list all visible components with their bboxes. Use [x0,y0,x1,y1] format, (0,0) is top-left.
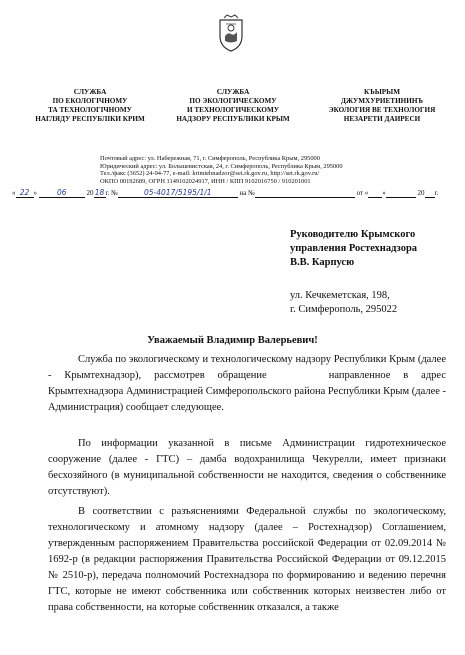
contact-line: Юридический адрес: ул. Большевистская, 24, г. Симферополь, Республика Крым, 295000 [100,162,343,170]
addressee-address [290,289,397,317]
agency-line: ПО ЕКОЛОГІЧНОМУ [52,97,128,105]
reg-year-unit: г. [105,189,110,197]
reg-on-blank [255,189,355,198]
salutation: Уважаемый Владимир Валерьевич! [147,335,318,346]
agency-line: НЕЗАРЕТИ ДАИРЕСИ [343,115,421,123]
addressee-block [290,228,417,270]
date-close-quote: » [33,189,37,197]
reg-from-close: » [382,189,386,197]
paragraph-1 [48,352,446,416]
agency-line: ЭКОЛОГИЯ ВЕ ТЕХНОЛОГИЯ [328,106,436,114]
agency-name-crimean-tatar [308,88,456,124]
reg-from-label: от « [356,189,369,197]
agency-line: И ТЕХНОЛОГИЧЕСКОМУ [186,106,280,114]
addressee-line: управления Ростехнадзора [290,243,418,254]
reg-from-month-blank [386,189,416,198]
paragraph-1-end: направленное в адрес Крымтехнадзора Администрацией Симферопольского района Республики Крым (далее - Администрация) сообщает следующее. [48,370,447,413]
agency-name-russian [163,88,303,124]
contact-line: ОКПО 00192689, ОГРН 1149102024917, ИНН / КПП 9102016750 / 910201001 [100,177,311,185]
reg-from-year-blank [425,189,435,198]
agency-line: СЛУЖБА [73,88,107,96]
reg-on-label: на № [239,189,255,197]
reg-number-label: № [111,189,118,197]
agency-line: КЪЫРЫМ [363,88,400,96]
reg-year-prefix: 20 [86,189,94,197]
paragraph-2 [48,436,446,500]
contact-details [100,155,420,185]
agency-line: ТА ТЕХНОЛОГІЧНОМУ [48,106,132,114]
agency-line: СЛУЖБА [216,88,250,96]
addressee-line: В.В. Карпусю [290,257,355,268]
address-line: ул. Кечкеметская, 198, [290,290,390,301]
registration-line [12,188,452,198]
reg-year-suffix: 18 [94,188,105,197]
paragraph-3-text: В соответствии с разъяснениями Федеральной службы по экологическому, технологическому и атомному надзору (далее – Ростехнадзор) Соглашением, утвержденным распоряжением Правительства российской Федерации от 02.09.2014 № 1692-р (в редакции распоряжения Правительства Российской Федерации от 09.12.2015 № 2510-р), передача полномочий Ростехнадзора по формированию и ведению перечня ГТС, которые не имеют собственника или собственник которых неизвестен либо от права собственности, на которые собственник отказался, а также [48,506,446,613]
agency-line: ПО ЭКОЛОГИЧЕСКОМУ [189,97,277,105]
date-open-quote: « [12,189,16,197]
agency-line: НАГЛЯДУ РЕСПУБЛІКИ КРИМ [35,115,145,123]
contact-line: Тел./факс (3652) 24-94-77, e-mail: krimtehnadzor@set.rk.gov.ru, http://set.rk.gov.ru/ [100,170,320,178]
agency-line: НАДЗОРУ РЕСПУБЛИКИ КРЫМ [176,115,290,123]
paragraph-1-start: Служба по экологическому и технологическому надзору Республики Крым (далее - Крымтехнадзор), рассмотрев обращение [48,354,446,381]
reg-from-day-blank [368,189,382,198]
contact-line: Почтовый адрес: ул. Набережная, 71, г. Симферополь, Республика Крым, 295000 [100,155,320,162]
reg-from-year-unit: г. [434,189,439,197]
reg-from-year-prefix: 20 [417,189,425,197]
paragraph-3 [48,504,446,616]
agency-line: ДЖУМХУРИЕТИНИНЪ [341,97,423,105]
reg-number: 05-4017/5195/1/1 [118,188,238,198]
addressee-line: Руководителю Крымского [290,229,416,240]
agency-name-ukrainian [20,88,160,124]
paragraph-2-text: По информации указанной в письме Администрации гидротехническое сооружение (далее - ГТС) – дамба водохранилища Чекурелли, имеет признаки бесхозяйного (в муниципальной собственности не находится, сведения о собственнике отсутствуют). [48,438,446,497]
reg-month: 06 [39,188,85,198]
address-line: г. Симферополь, 295022 [290,304,398,315]
reg-day: 22 [16,188,34,198]
crimea-coat-of-arms-icon [216,14,246,52]
